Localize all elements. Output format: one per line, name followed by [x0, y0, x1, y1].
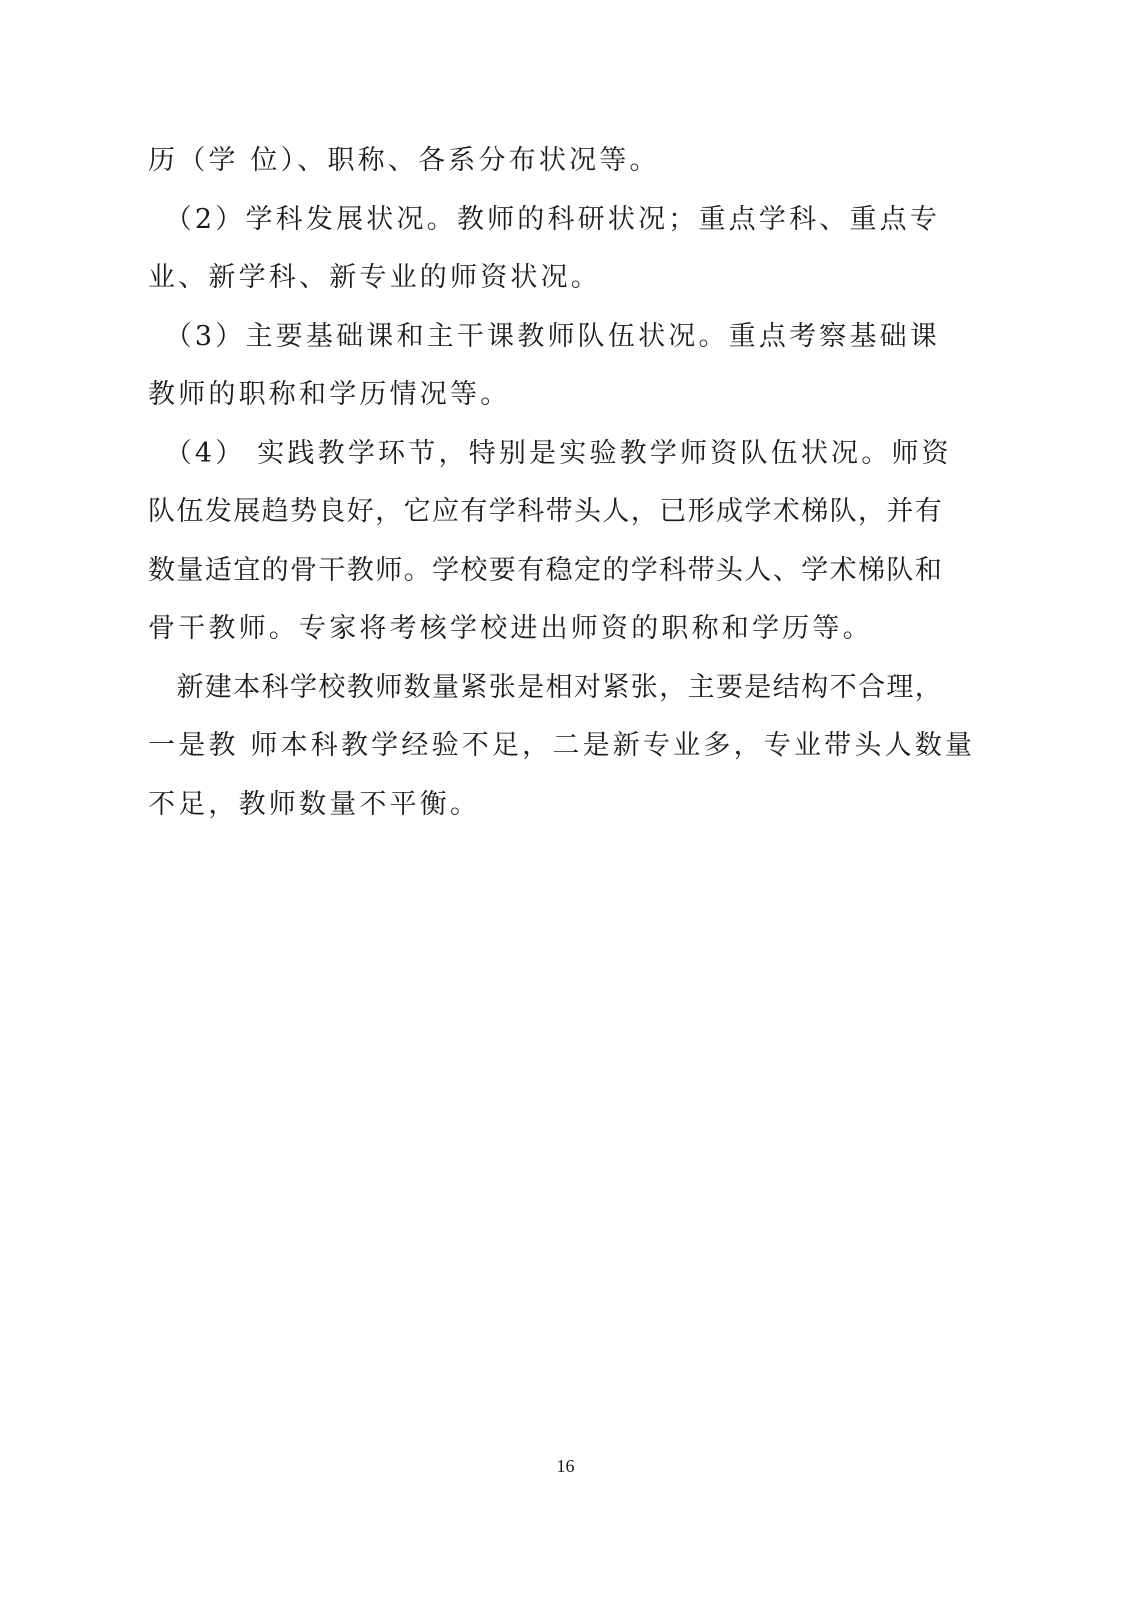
text-line-9: 骨干教师。专家将考核学校进出师资的职称和学历等。 — [148, 613, 873, 644]
text-line-4: （3）主要基础课和主干课教师队伍状况。重点考察基础课 — [148, 320, 941, 352]
text-line-1: 历（学 位）、职称、各系分布状况等。 — [148, 145, 660, 176]
text-line-11: 一是教 师本科教学经验不足，二是新专业多，专业带头人数量 — [148, 730, 976, 761]
page-number: 16 — [556, 1456, 575, 1476]
text-line-6: （4） 实践教学环节，特别是实验教学师资队伍状况。师资 — [148, 437, 952, 469]
body-text — [148, 132, 978, 834]
text-line-3: 业、新学科、新专业的师资状况。 — [148, 262, 601, 293]
text-line-2: （2）学科发展状况。教师的科研状况；重点学科、重点专 — [148, 203, 941, 235]
text-line-8: 数量适宜的骨干教师。学校要有稳定的学科带头人、学术梯队和 — [148, 554, 944, 586]
text-line-10: 新建本科学校教师数量紧张是相对紧张，主要是结构不合理， — [148, 671, 944, 703]
text-line-12: 不足，教师数量不平衡。 — [148, 788, 481, 820]
text-line-5: 教师的职称和学历情况等。 — [148, 379, 511, 410]
text-line-7: 队伍发展趋势良好，它应有学科带头人，已形成学术梯队，并有 — [148, 496, 944, 527]
